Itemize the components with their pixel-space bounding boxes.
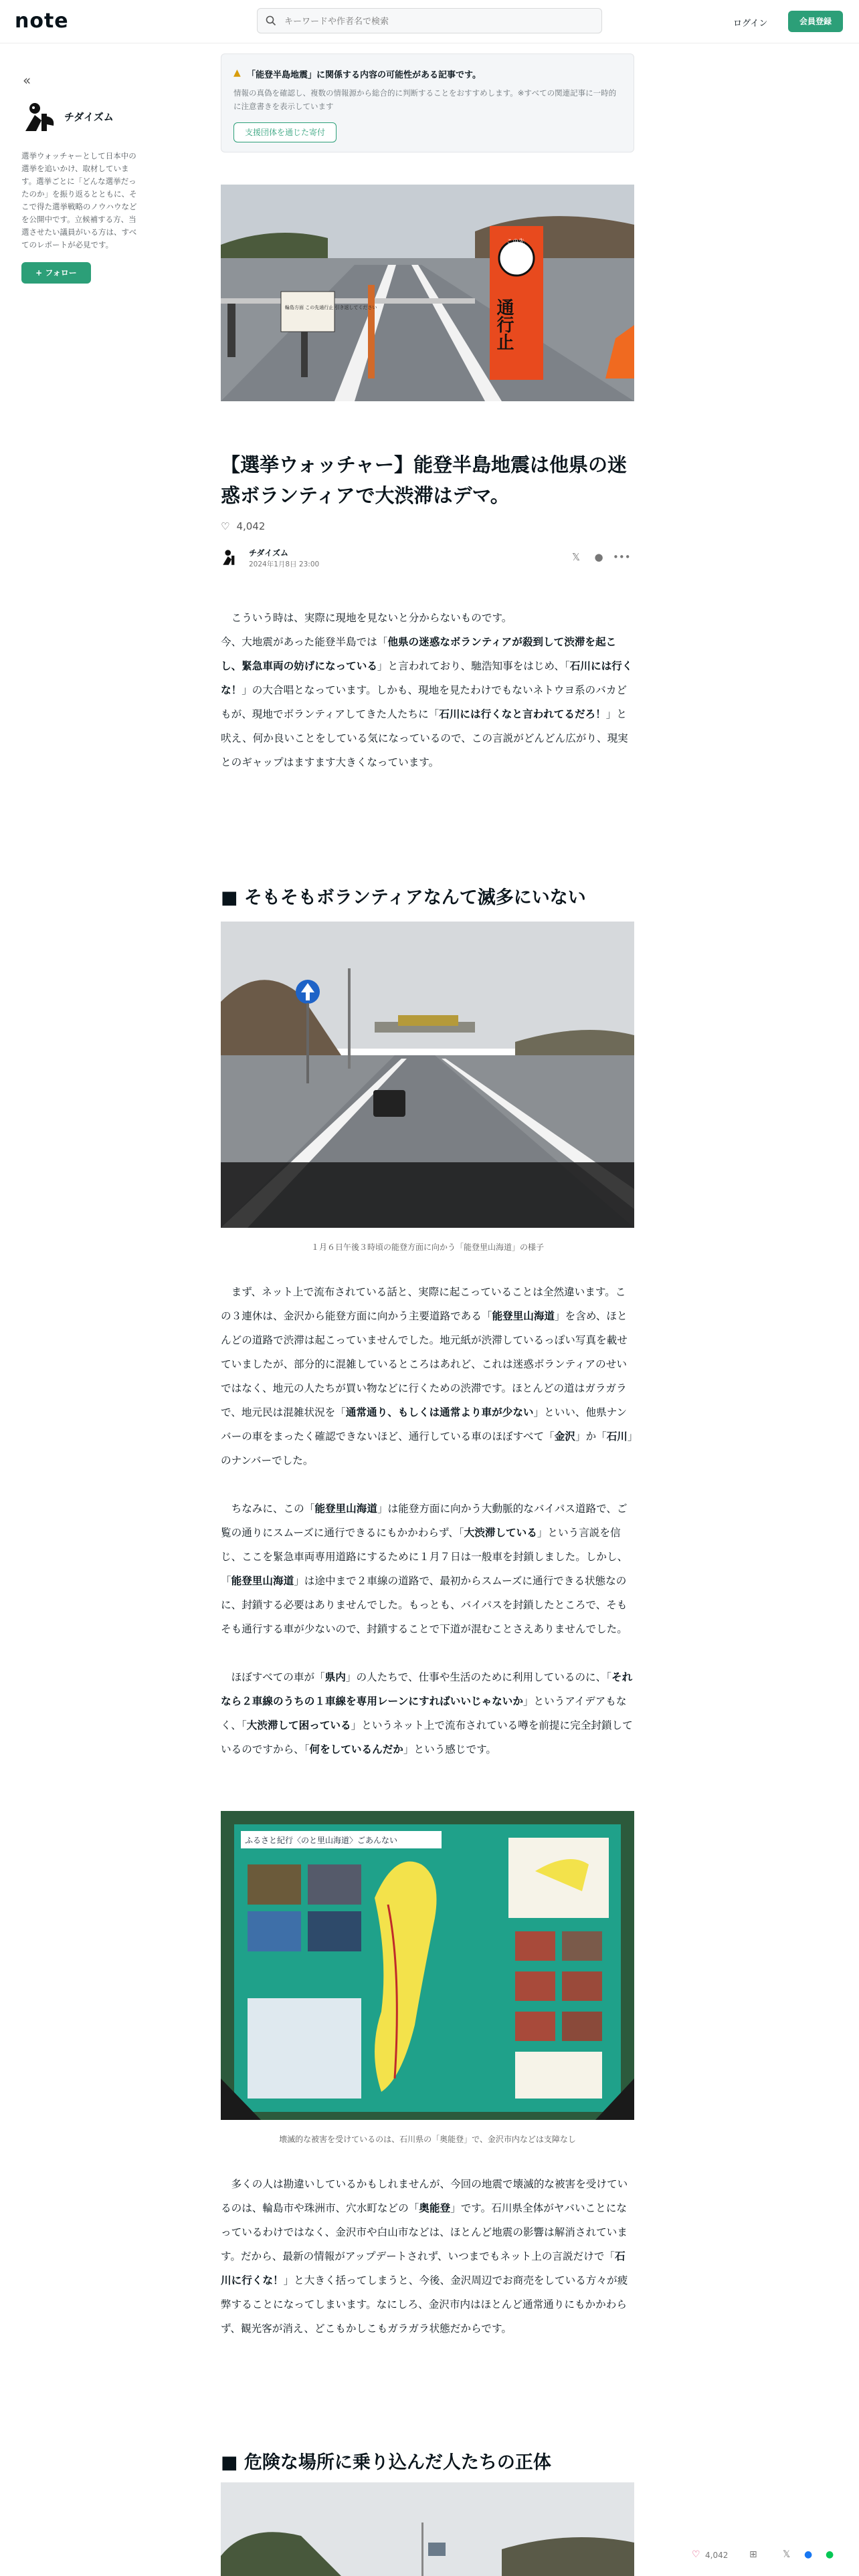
text-segment: こういう時は、実際に現地を見ないと分からないものです。 — [231, 612, 512, 624]
author-name[interactable]: チダイズム — [64, 111, 114, 123]
like-counter[interactable] — [221, 520, 265, 532]
search-icon — [266, 15, 276, 26]
emphasis-text: 石川に行くな！ — [221, 2250, 626, 2286]
byline-avatar[interactable] — [221, 547, 241, 567]
search-input[interactable] — [283, 13, 593, 29]
author-avatar[interactable] — [21, 98, 59, 135]
photo-caption-1: １月６日午後３時頃の能登方面に向かう「能登里山海道」の様子 — [310, 1243, 544, 1252]
text-segment: 」といい、他県ナンバーの車をまったく確認できないほど、通行している車のほぼすべて「 — [221, 1406, 628, 1442]
emphasis-text: 能登里山海道 — [492, 1310, 555, 1322]
text-segment: ほぼすべての車が「 — [231, 1671, 325, 1683]
paragraph-2 — [221, 1280, 634, 1473]
text-segment: 」は途中まで２車線の道路で、最初からスムーズに通行できる状態なのに、封鎖する必要はありませんでした。もっとも、バイパスを封鎖したところで、そもそも通行する車が少ないので、封鎖することで下道が混むことさえありませんでした。 — [221, 1575, 628, 1635]
text-segment: 」の人たちで、仕事や生活のために利用しているのに、「 — [345, 1671, 612, 1683]
float-x-share-icon[interactable]: 𝕏 — [783, 2549, 791, 2560]
text-segment: 」というアイデアもなく、「 — [221, 1695, 627, 1731]
floating-action-bar — [676, 2537, 859, 2576]
text-segment: 」を含め、ほとんどの道路で渋滞は起こっていませんでした。地元紙が渋滞しているっぽい写真を載せていましたが、部分的に混雑しているところはあれど、これは迷惑ボランティアのせいではなく、地元の人たちが買い物などに行くための渋滞です。ほとんどの道はガラガラで、地元民は混雑状況を「 — [221, 1310, 628, 1418]
facebook-share-icon[interactable]: ● — [594, 551, 603, 563]
follow-button[interactable]: + フォロー — [21, 262, 91, 284]
float-facebook-icon[interactable]: ● — [804, 2549, 813, 2560]
x-share-icon[interactable]: 𝕏 — [571, 551, 581, 563]
collapse-chevron-icon[interactable]: « — [23, 72, 31, 88]
note-logo[interactable]: note — [15, 9, 69, 33]
text-segment: 」と言われており、馳浩知事をはじめ、「 — [377, 660, 570, 672]
hero-photo-road-closed — [221, 185, 634, 401]
map-board-photo — [221, 1811, 634, 2120]
road-closed-sign-text: 通行止 — [494, 298, 514, 350]
byline-author[interactable]: チダイズム — [249, 548, 289, 558]
author-bio: 選挙ウォッチャーとして日本中の選挙を追いかけ、取材しています。選挙ごとに「どんな選挙だったのか」を振り返るとともに、そこで得た選挙戦略のノウハウなどを公開中です。立候補する方、当選させたい議員がいる方は、すべてのレポートが必見です。 — [21, 151, 137, 249]
text-segment: 」というネット上で流布されている噂を前提に完全封鎖しているのですから、「 — [221, 1719, 633, 1755]
text-segment: 」と大きく括ってしまうと、今後、金沢周辺でお商売をしている方々が疲弊することになってしまいます。なにしろ、金沢市内はほとんど通常通りにもかかわらず、観光客が消え、どこもかしこもガラガラ状態だからです。 — [221, 2274, 628, 2335]
text-segment: 多くの人は勘違いしているかもしれませんが、今回の地震で壊滅的な被害を受けているのは、輪島市や珠洲市、穴水町などの「 — [221, 2178, 628, 2214]
like-count: 4,042 — [236, 520, 266, 532]
emphasis-text: 金沢 — [554, 1430, 575, 1442]
text-segment: まず、ネット上で流布されている話と、実際に起こっていることは全然違います。この３連休は、金沢から能登方面に向かう主要道路である「 — [221, 1286, 626, 1322]
paragraph-3 — [221, 1497, 634, 1641]
emphasis-text: それなら２車線のうちの１車線を専用レーンにすればいいじゃないか — [221, 1671, 633, 1707]
paragraph-4 — [221, 1665, 634, 1761]
text-segment: 」です。石川県全体がヤバいことになっているわけではなく、金沢市や白山市などは、ほとんど地震の影響は解消されています。だから、最新の情報がアップデートされず、いつまでもネット上の言説だけで「 — [221, 2202, 628, 2262]
publish-date: 2024年1月8日 23:00 — [249, 560, 320, 568]
signup-button[interactable]: 会員登録 — [788, 11, 843, 32]
emphasis-text: 通常通り、もしくは通常より車が少ない — [345, 1406, 534, 1418]
emphasis-text: 他県の迷惑なボランティアが殺到して渋滞を起こし、緊急車両の妨げになっている — [221, 636, 617, 672]
login-link[interactable]: ログイン — [733, 19, 768, 29]
emphasis-text: 何をしているんだか — [309, 1743, 403, 1755]
float-line-icon[interactable]: ● — [826, 2549, 834, 2560]
map-board-title: ふるさと紀行〈のと里山海道〉ごあんない — [245, 1836, 398, 1845]
highway-photo — [221, 922, 634, 1228]
emphasis-text: 県内 — [324, 1671, 346, 1683]
paragraph-1 — [221, 606, 634, 774]
emphasis-text: 能登里山海道 — [231, 1575, 294, 1587]
text-segment: 」と吠え、何か良いことをしている気になっているので、この言説がどんどん広がり、現実とのギャップはますます大きくなっています。 — [221, 708, 628, 768]
heart-icon[interactable]: ♡ — [221, 520, 230, 532]
section-heading-2: ■ 危険な場所に乗り込んだ人たちの正体 — [221, 2452, 551, 2473]
notice-body: 情報の真偽を確認し、複数の情報源から総合的に判断することをおすすめします。※すべての関連記事に一時的に注意書きを表示しています — [233, 88, 617, 111]
warning-icon: ▲ — [233, 68, 241, 78]
emphasis-text: 能登里山海道 — [314, 1503, 377, 1515]
notice-heading: 「能登半島地震」に関係する内容の可能性がある記事です。 — [247, 70, 481, 80]
magazine-add-icon[interactable]: ⊞ — [749, 2549, 757, 2560]
emphasis-text: 大渋滞して困っている — [246, 1719, 351, 1731]
sensitive-content-notice — [221, 53, 634, 152]
emphasis-text: 石川には行くなと言われてるだろ！ — [439, 708, 606, 720]
text-segment: 」か「 — [575, 1430, 607, 1442]
emphasis-text: 奥能登 — [419, 2202, 451, 2214]
text-segment: 」は能登方面に向かう大動脈的なバイパス道路で、ご覧の通りにスムーズに通行できるにもかかわらず、「 — [221, 1503, 628, 1539]
search-box[interactable] — [257, 8, 602, 33]
emphasis-text: 石川には行くな！ — [221, 660, 633, 696]
donate-button[interactable]: 支援団体を通じた寄付 — [233, 122, 337, 142]
photo-caption-2: 壊滅的な被害を受けているのは、石川県の「奥能登」で、金沢市内などは支障なし — [279, 2135, 576, 2144]
more-share-icon[interactable]: ••• — [613, 551, 631, 563]
emphasis-text: 石川 — [606, 1430, 628, 1442]
sign-small-text: この先 — [506, 239, 525, 245]
paragraph-5 — [221, 2172, 634, 2341]
notice-board-text: 輪島方面 この先通行止 引き返してください — [285, 305, 377, 310]
text-segment: ちなみに、この「 — [231, 1503, 315, 1515]
float-like-count: 4,042 — [705, 2551, 729, 2560]
text-segment: 」という言説を信じ、ここを緊急車両専用道路にするために１月７日は一般車を封鎖しました。しかし、「 — [221, 1527, 628, 1587]
section-heading-1: ■ そもそもボランティアなんて滅多にいない — [221, 887, 586, 908]
article-title: 【選挙ウォッチャー】能登半島地震は他県の迷惑ボランティアで大渋滞はデマ。 — [221, 453, 627, 507]
section-2-photo — [221, 2482, 634, 2576]
text-segment: 」のナンバーでした。 — [221, 1430, 633, 1467]
text-segment: 今、大地震があった能登半島では「 — [221, 636, 388, 648]
text-segment: 」という感じです。 — [403, 1743, 497, 1755]
emphasis-text: 大渋滞している — [464, 1527, 537, 1539]
float-heart-icon[interactable]: ♡ — [692, 2549, 700, 2560]
top-bar — [0, 0, 859, 43]
text-segment: 」の大合唱となっています。しかも、現地を見たわけでもないネトウヨ系のバカどもが、現地でボランティアしてきた人たちに「 — [221, 684, 627, 720]
